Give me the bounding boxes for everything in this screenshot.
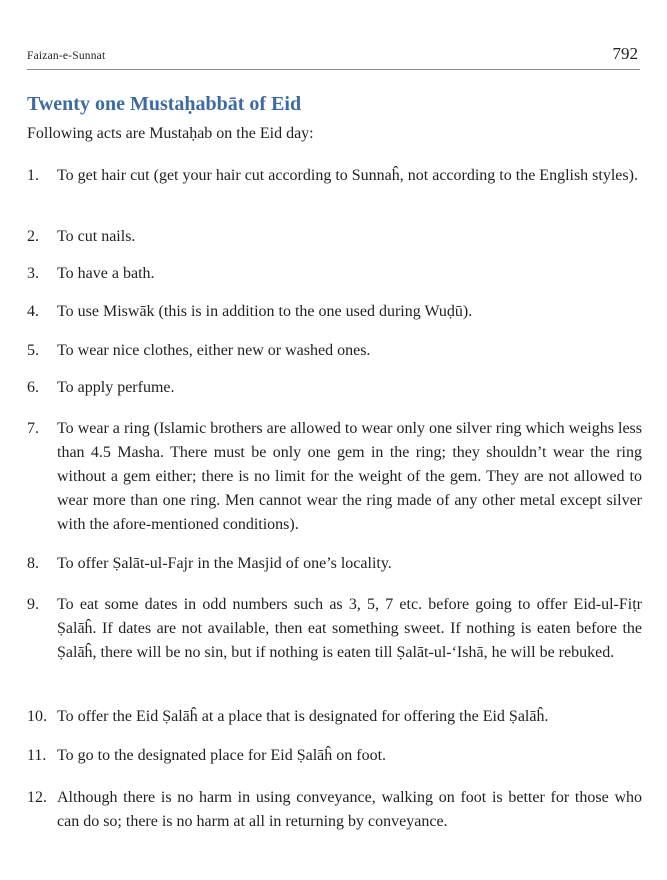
list-item-text: Although there is no harm in using conveyance, walking on foot is better for those who can do so; there is no harm at all in returning by conveyance. (57, 789, 642, 830)
list-item (27, 300, 642, 324)
intro-paragraph: Following acts are Mustaḥab on the Eid day: (27, 125, 314, 142)
list-item (27, 262, 642, 286)
list-item-number: 1. (27, 167, 39, 184)
list-item-number: 10. (27, 708, 47, 725)
list-item-text: To have a bath. (57, 265, 155, 282)
list-item (27, 552, 642, 576)
running-header (27, 45, 640, 70)
list-item-number: 11. (27, 747, 47, 764)
list-item-number: 5. (27, 342, 39, 359)
list-item-number: 6. (27, 379, 39, 396)
list-item-number: 4. (27, 303, 39, 320)
page-number: 792 (612, 44, 638, 63)
list-item-number: 12. (27, 789, 47, 806)
list-item (27, 744, 642, 768)
list-item-text: To go to the designated place for Eid Ṣalāĥ on foot. (57, 747, 387, 764)
list-item (27, 339, 642, 363)
section-heading: Twenty one Mustaḥabbāt of Eid (27, 93, 302, 115)
list-item (27, 376, 642, 400)
list-item-number: 7. (27, 420, 39, 437)
list-item-text: To apply perfume. (57, 379, 175, 396)
list-item-number: 8. (27, 555, 39, 572)
list-item-text: To offer the Eid Ṣalāĥ at a place that is designated for offering the Eid Ṣalāĥ. (57, 708, 549, 725)
list-item-text: To wear nice clothes, either new or washed ones. (57, 342, 371, 359)
list-item-text: To use Miswāk (this is in addition to the one used during Wuḍū). (57, 303, 473, 320)
book-title: Faizan-e-Sunnat (27, 50, 106, 62)
list-item (27, 225, 642, 249)
list-item-text: To cut nails. (57, 228, 136, 245)
list-item (27, 705, 642, 729)
list-item (27, 786, 642, 834)
list-item-text: To wear a ring (Islamic brothers are allowed to wear only one silver ring which weighs less than 4.5 Masha. There must be only one gem in the ring; they shouldn’t wear the ring without a gem either; there is no limit for the weight of the gem. They are not allowed to wear more than one ring. Men cannot wear the ring made of any other metal except silver with the afore-mentioned conditions). (57, 420, 642, 533)
list-item-text: To offer Ṣalāt-ul-Fajr in the Masjid of one’s locality. (57, 555, 392, 572)
list-item-number: 9. (27, 596, 39, 613)
list-item-number: 2. (27, 228, 39, 245)
list-item-text: To eat some dates in odd numbers such as 3, 5, 7 etc. before going to offer Eid-ul-Fiṭr Ṣalāĥ. If dates are not available, then eat something sweet. If nothing is eaten before the Ṣalāĥ, there will be no sin, but if nothing is eaten till Ṣalāt-ul-‘Ishā, he will be rebuked. (57, 596, 642, 661)
list-item-number: 3. (27, 265, 39, 282)
list-item (27, 164, 642, 188)
list-item-text: To get hair cut (get your hair cut according to Sunnaĥ, not according to the English styles). (57, 167, 638, 184)
list-item (27, 593, 642, 665)
list-item (27, 417, 642, 537)
